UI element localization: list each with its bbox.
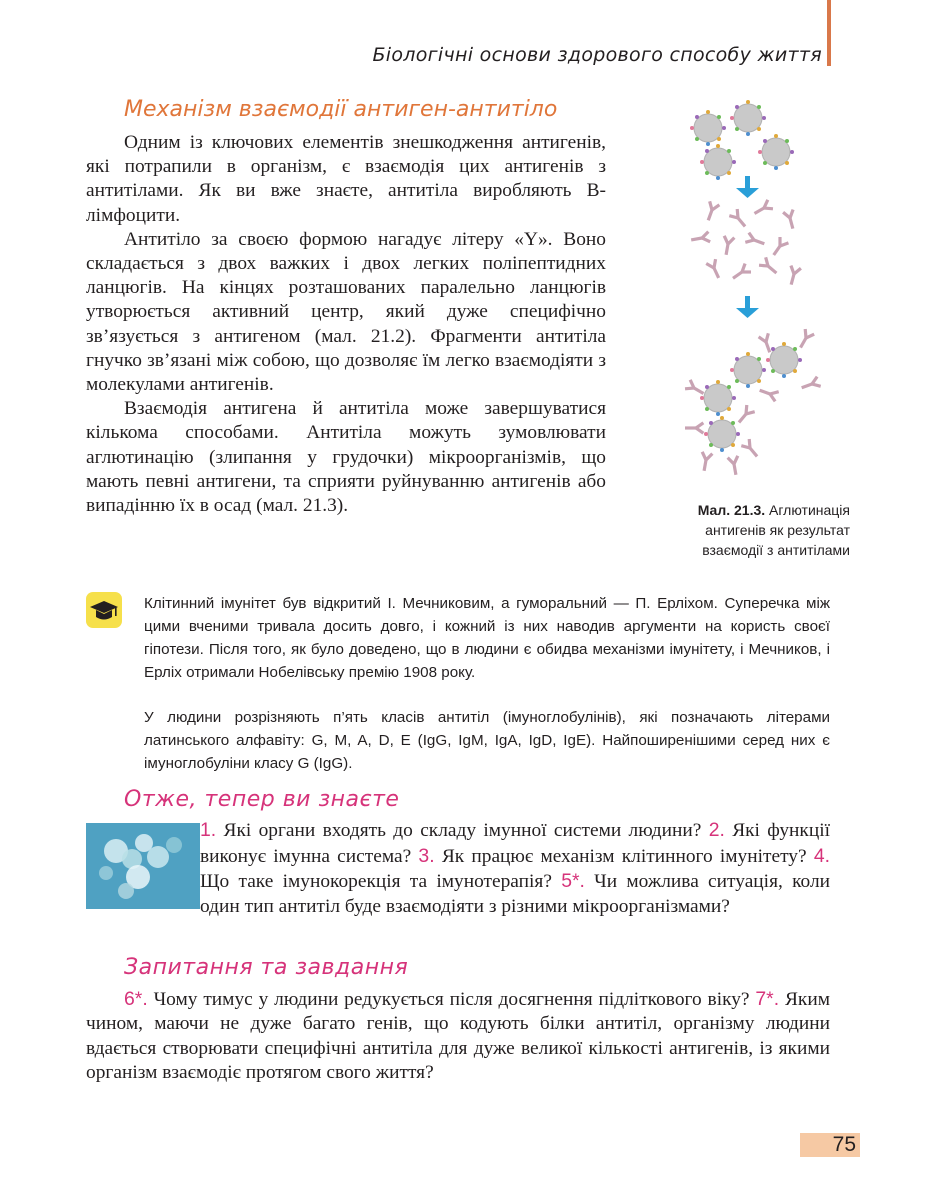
figure-caption (650, 500, 850, 560)
antibody-3d-image (86, 823, 200, 909)
arrow-down-icon (736, 176, 759, 198)
question-number: 4. (813, 844, 830, 867)
header-accent-bar (827, 0, 831, 66)
paragraph (86, 987, 830, 1086)
section-body (86, 131, 606, 518)
page-number-box (800, 1133, 860, 1157)
question-text: Яким чином, маючи не дуже багато генів, що кодують білки антитіл, організму людини вдається створювати специфічні антитіла для дуже великої кількості антигенів, із якими організм взаємодіє протягом свого життя? (86, 989, 830, 1084)
question-number: 3. (418, 844, 435, 867)
antigen-cell (700, 380, 736, 416)
summary-heading: Отже, тепер ви знаєте (124, 787, 400, 812)
question-text: Як працює механізм клітинного імунітету? (441, 845, 807, 867)
antigen-cell (730, 352, 766, 388)
antigen-cell (766, 342, 802, 378)
agglutinated-cluster (684, 328, 822, 476)
caption-label: Мал. 21.3. (697, 502, 766, 518)
question-number: 5*. (561, 870, 585, 893)
antigen-cell (690, 110, 726, 146)
section-heading: Механізм взаємодії антиген-антитіло (124, 97, 558, 122)
agglutination-figure (672, 98, 828, 478)
arrow-down-icon (736, 296, 759, 318)
caption-text: Аглютинація антигенів як результат взаємодії з антитілами (702, 502, 850, 558)
question-text: Які органи входять до складу імунної системи людини? (223, 820, 702, 841)
question-text: Чи можлива ситуація, коли один тип антитіл буде взаємодіяти з різними мікроорганізмами? (200, 871, 830, 917)
summary-questions (200, 818, 830, 919)
antibody-cluster (690, 198, 802, 286)
paragraph: Антитіло за своєю формою нагадує літеру «Y». Воно складається з двох важких і двох легких поліпептидних ланцюгів. На кінцях розташованих паралельно ланцюгів утворюється активний центр, який дуже специфічно зв’язується з антигеном (мал. 21.2). Фрагменти антитіла гнучко зв’язані між собою, що дозволяє їм легко взаємодіяти з молекулами антигенів. (86, 228, 606, 396)
graduation-cap-icon (86, 592, 122, 628)
antigen-cell (700, 144, 736, 180)
antigen-cell (730, 100, 766, 136)
paragraph: Одним із ключових елементів знешкодження антигенів, які потрапили в організм, є взаємодія цих антигенів з антитілами. Як ви вже знаєте, антитіла виробляють В-лімфоцити. (86, 132, 606, 226)
antigen-cell (758, 134, 794, 170)
tasks-heading: Запитання та завдання (124, 955, 409, 980)
question-text: Які функції виконує імунна система? (200, 820, 830, 867)
question-number: 6*. (124, 988, 148, 1010)
question-number: 2. (708, 819, 725, 841)
antigen-cell (704, 416, 740, 452)
question-number: 1. (200, 819, 217, 841)
question-text: Чому тимус у людини редукується після досягнення підліткового віку? (153, 989, 750, 1010)
question-text: Що таке імунокорекція та імунотерапія? (200, 871, 552, 893)
info-paragraph: Клітинний імунітет був відкритий І. Мечниковим, а гуморальний — П. Ерліхом. Суперечка між цими вченими тривала досить довго, і кожний із них наводив аргументи на користь своєї гіпотези. Після того, як було доведено, що в людини є обидва механізми імунітету, і Мечников, і Ерліх отримали Нобелівську премію 1908 року. (144, 595, 830, 681)
question-number: 7*. (755, 988, 780, 1010)
tasks-questions (86, 987, 830, 1086)
info-paragraph: У людини розрізняють п’ять класів антитіл (імуноглобулінів), які позначають літерами латинського алфавіту: G, M, A, D, E (IgG, IgM, IgA, IgD, IgE). Найпоширенішими серед них є імуноглобуліни класу G (IgG). (144, 709, 830, 772)
running-title: Біологічні основи здорового способу життя (372, 44, 822, 66)
page-number: 75 (832, 1133, 856, 1156)
paragraph: Взаємодія антигена й антитіла може завершуватися кількома способами. Антитіла можуть зумовлювати аглютинацію (злипання у грудочки) мікроорганізмів, що мають певні антигени, та сприяти руйнуванню антигенів або випадінню їх в осад (мал. 21.3). (86, 398, 606, 517)
